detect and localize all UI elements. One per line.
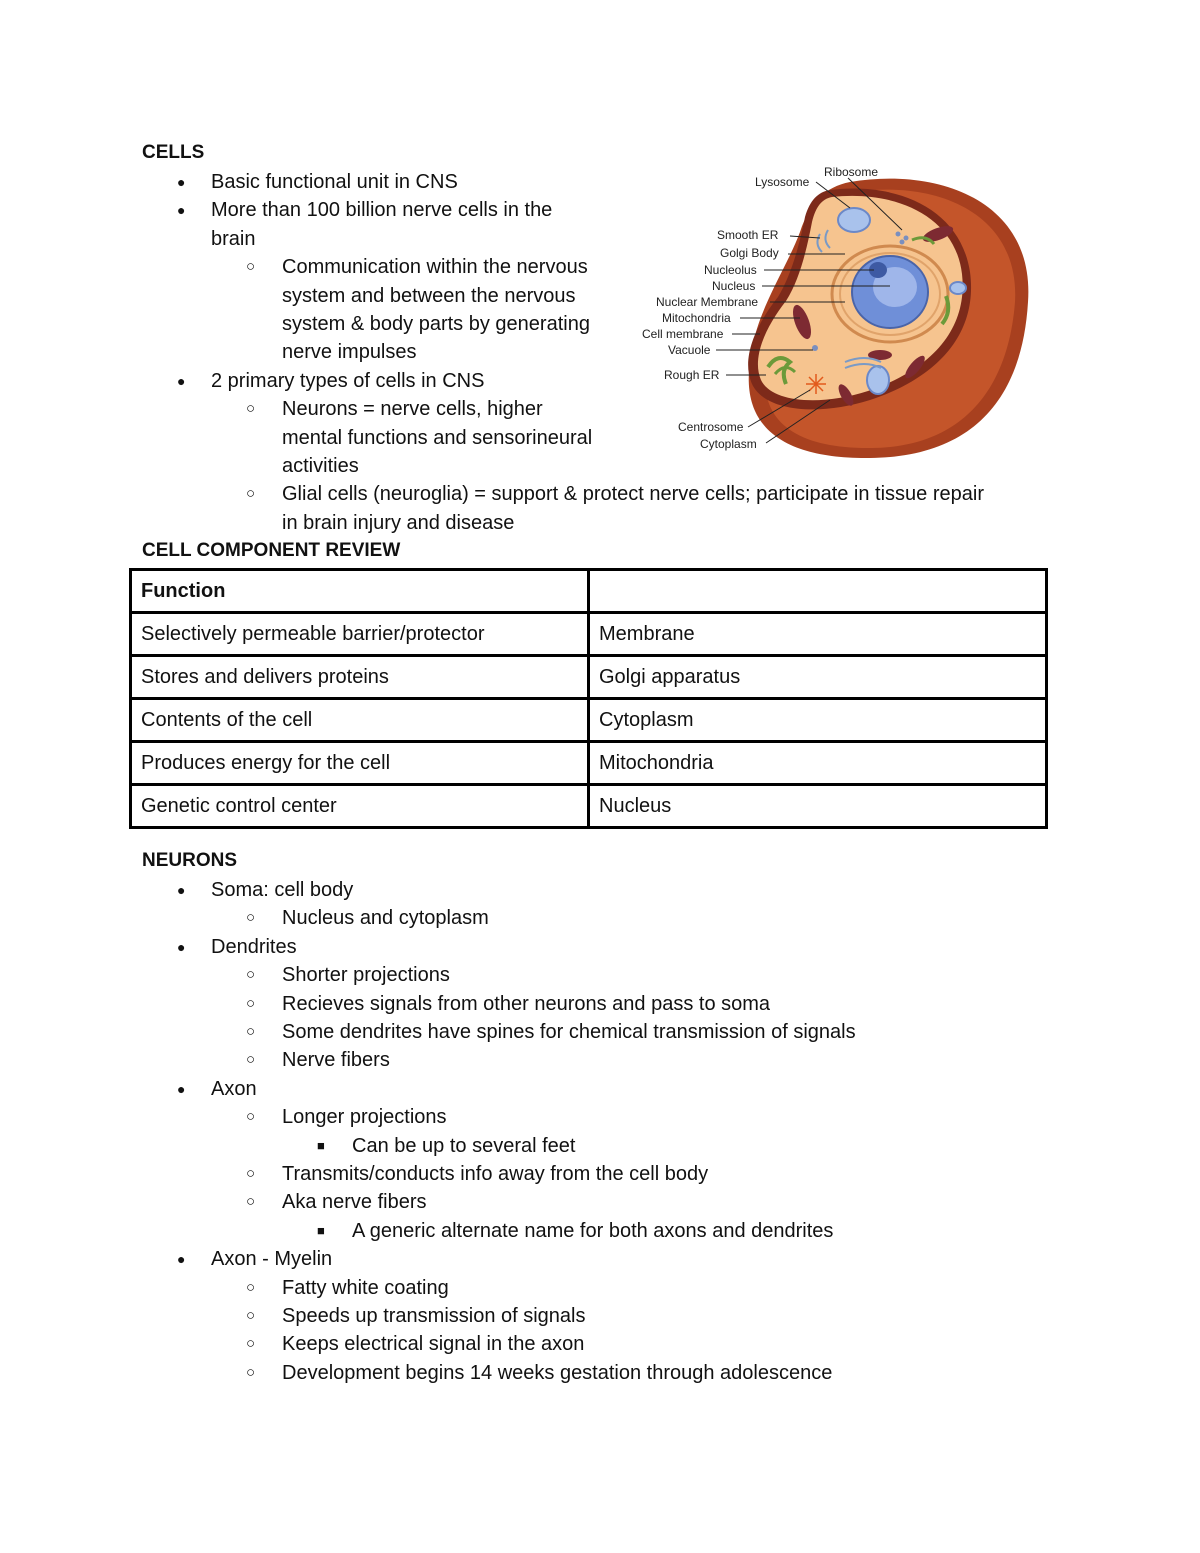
neurons-heading: NEURONS <box>142 850 238 871</box>
table-row <box>131 613 1047 656</box>
bullet-circle: ○ <box>246 258 256 276</box>
ribosome <box>896 232 901 237</box>
label-centrosome: Centrosome <box>678 420 744 434</box>
list-item: Axon - Myelin <box>211 1248 333 1271</box>
animal-cell-diagram <box>640 162 1040 462</box>
bullet-circle: ○ <box>246 1278 256 1296</box>
bullet-circle: ○ <box>246 400 256 418</box>
list-item: activities <box>282 455 359 477</box>
list-item: Aka nerve fibers <box>282 1191 427 1214</box>
list-item: system and between the nervous <box>282 284 576 307</box>
label-mitochondria: Mitochondria <box>662 311 731 325</box>
function-cell: Contents of the cell <box>131 699 589 742</box>
list-item: More than 100 billion nerve cells in the <box>211 199 553 222</box>
vacuole <box>867 366 889 394</box>
label-nuclear-membrane: Nuclear Membrane <box>656 295 759 309</box>
component-cell: Golgi apparatus <box>589 656 1047 699</box>
table-row <box>131 656 1047 699</box>
list-item: A generic alternate name for both axons and dendrites <box>352 1219 834 1242</box>
component-cell: Mitochondria <box>589 742 1047 785</box>
bullet-disc: ● <box>177 938 186 955</box>
bullet-circle: ○ <box>246 485 256 503</box>
label-nucleus: Nucleus <box>712 279 756 293</box>
cells-heading: CELLS <box>142 142 205 163</box>
list-item: Neurons = nerve cells, higher <box>282 398 543 421</box>
label-lysosome: Lysosome <box>755 175 810 189</box>
label-golgi-body: Golgi Body <box>720 246 779 260</box>
component-cell: Membrane <box>589 613 1047 656</box>
list-item: mental functions and sensorineural <box>282 426 593 449</box>
component-cell: Nucleus <box>589 785 1047 828</box>
bullet-disc: ● <box>177 882 186 898</box>
list-item: 2 primary types of cells in CNS <box>211 369 485 392</box>
bullet-square: ■ <box>317 1137 325 1153</box>
list-item: Speeds up transmission of signals <box>282 1305 586 1327</box>
bullet-disc: ● <box>177 202 186 219</box>
list-item: Soma: cell body <box>211 879 354 901</box>
bullet-circle: ○ <box>246 994 256 1012</box>
bullet-disc: ● <box>177 1080 186 1097</box>
bullet-circle: ○ <box>246 1108 256 1126</box>
bullet-circle: ○ <box>246 1165 256 1182</box>
bullet-circle: ○ <box>246 909 256 927</box>
list-item: brain <box>211 227 256 250</box>
list-item: nerve impulses <box>282 341 417 364</box>
bullet-square: ■ <box>317 1222 325 1238</box>
bullet-circle: ○ <box>246 1307 256 1324</box>
table-row <box>131 699 1047 742</box>
bullet-disc: ● <box>177 174 186 190</box>
list-item: Communication within the nervous <box>282 256 588 279</box>
function-cell: Genetic control center <box>131 785 589 828</box>
header-cell-blank <box>589 570 1047 613</box>
label-nucleolus: Nucleolus <box>704 263 757 277</box>
list-item: Longer projections <box>282 1106 447 1129</box>
list-item: Shorter projections <box>282 964 450 987</box>
cell-component-review-table <box>129 568 1048 829</box>
list-item: Fatty white coating <box>282 1276 449 1299</box>
list-item: Recieves signals from other neurons and pass to soma <box>282 992 771 1015</box>
label-cell-membrane: Cell membrane <box>642 327 724 341</box>
label-ribosome: Ribosome <box>824 165 879 179</box>
function-cell: Stores and delivers proteins <box>131 656 589 699</box>
lysosome <box>838 208 870 232</box>
bullet-disc: ● <box>177 372 186 389</box>
table-row <box>131 785 1047 828</box>
list-item: Transmits/conducts info away from the cell body <box>282 1163 709 1185</box>
bullet-circle: ○ <box>246 1193 256 1211</box>
list-item: Can be up to several feet <box>352 1134 576 1157</box>
label-vacuole: Vacuole <box>668 343 711 357</box>
list-item: in brain injury and disease <box>282 511 515 534</box>
bullet-circle: ○ <box>246 1335 256 1353</box>
list-item: Basic functional unit in CNS <box>211 171 458 193</box>
review-heading: CELL COMPONENT REVIEW <box>142 540 401 561</box>
list-item: Keeps electrical signal in the axon <box>282 1333 585 1356</box>
list-item: Nerve fibers <box>282 1049 390 1072</box>
bullet-circle: ○ <box>246 1051 256 1069</box>
component-cell: Cytoplasm <box>589 699 1047 742</box>
list-item: Dendrites <box>211 935 297 958</box>
list-item: system & body parts by generating <box>282 313 590 335</box>
label-smooth-er: Smooth ER <box>717 228 779 242</box>
list-item: Glial cells (neuroglia) = support & protect nerve cells; participate in tissue repair <box>282 483 984 506</box>
list-item: Development begins 14 weeks gestation through adolescence <box>282 1361 833 1384</box>
function-cell: Produces energy for the cell <box>131 742 589 785</box>
table-row <box>131 742 1047 785</box>
table-header-row <box>131 570 1047 613</box>
bullet-circle: ○ <box>246 1023 256 1040</box>
function-cell: Selectively permeable barrier/protector <box>131 613 589 656</box>
bullet-disc: ● <box>177 1251 186 1268</box>
label-rough-er: Rough ER <box>664 368 720 382</box>
header-cell-function: Function <box>131 570 589 613</box>
list-item: Nucleus and cytoplasm <box>282 907 489 930</box>
label-cytoplasm: Cytoplasm <box>700 437 757 451</box>
bullet-circle: ○ <box>246 1363 256 1381</box>
list-item: Axon <box>211 1077 257 1100</box>
list-item: Some dendrites have spines for chemical transmission of signals <box>282 1021 856 1043</box>
bullet-circle: ○ <box>246 966 256 984</box>
